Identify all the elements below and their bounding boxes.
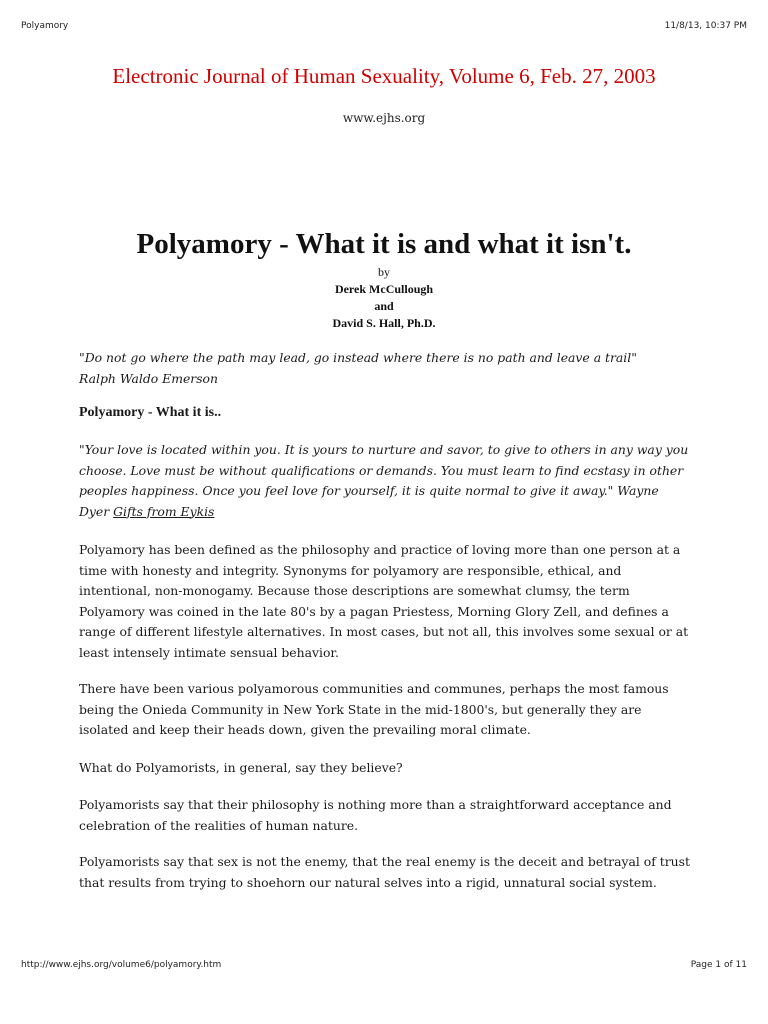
print-datetime: 11/8/13, 10:37 PM (664, 21, 747, 31)
dyer-quote-attribution: Wayne Dyer (79, 483, 659, 519)
body-paragraph (79, 758, 691, 779)
body-paragraph (79, 795, 691, 836)
print-url: http://www.ejhs.org/volume6/polyamory.htm (21, 960, 222, 970)
print-page-title: Polyamory (21, 21, 69, 31)
article-title: Polyamory - What it is and what it isn't. (136, 228, 632, 260)
journal-title: Electronic Journal of Human Sexuality, Volume 6, Feb. 27, 2003 (112, 64, 656, 88)
author-name: David S. Hall, Ph.D. (332, 316, 436, 330)
paragraph-text: What do Polyamorists, in general, say they believe? (79, 760, 403, 775)
dyer-quote (79, 440, 691, 522)
epigraph-quote (79, 348, 691, 389)
byline-and: and (374, 299, 394, 313)
paragraph-text: Polyamory has been defined as the philosophy and practice of loving more than one person at a time with honesty and integrity. Synonyms for polyamory are responsible, ethical, and intentional, non-monogamy. Because those descriptions are somewhat clumsy, the term Polyamory was coined in the late 80's by a pagan Priestess, Morning Glory Zell, and defines a range of different lifestyle alternatives. In most cases, but not all, this involves some sexual or at least intensely intimate sensual behavior. (79, 542, 689, 660)
book-link[interactable]: Gifts from Eykis (113, 503, 215, 519)
print-header (21, 21, 747, 35)
paragraph-text: Polyamorists say that sex is not the enemy, that the real enemy is the deceit and betrayal of trust that results from trying to shoehorn our natural selves into a rigid, unnatural social system. (79, 854, 690, 890)
section-heading (79, 403, 691, 424)
body-paragraph (79, 679, 691, 741)
section-heading-text: Polyamory - What it is.. (79, 405, 222, 420)
body-paragraph (79, 540, 691, 663)
page-number: Page 1 of 11 (690, 960, 747, 970)
epigraph-text: "Do not go where the path may lead, go instead where there is no path and leave a trail" (79, 350, 637, 365)
body-paragraph (79, 852, 691, 893)
author-name: Derek McCullough (334, 282, 434, 296)
site-url: www.ejhs.org (342, 111, 426, 125)
print-footer (21, 960, 747, 974)
paragraph-text: There have been various polyamorous communities and communes, perhaps the most famous being the Onieda Community in New York State in the mid-1800's, but generally they are isolated and keep their heads down, given the prevailing moral climate. (79, 681, 669, 737)
dyer-quote-text: "Your love is located within you. It is yours to nurture and savor, to give to others in any way you choose. Love must be without qualifications or demands. You must learn to find ecstasy in other peoples happiness. Once you feel love for yourself, it is quite normal to give it away." (79, 442, 689, 498)
byline-by: by (378, 265, 390, 279)
paragraph-text: Polyamorists say that their philosophy is nothing more than a straightforward acceptance and celebration of the realities of human nature. (79, 797, 672, 833)
epigraph-attribution: Ralph Waldo Emerson (79, 370, 219, 386)
byline (0, 264, 768, 332)
